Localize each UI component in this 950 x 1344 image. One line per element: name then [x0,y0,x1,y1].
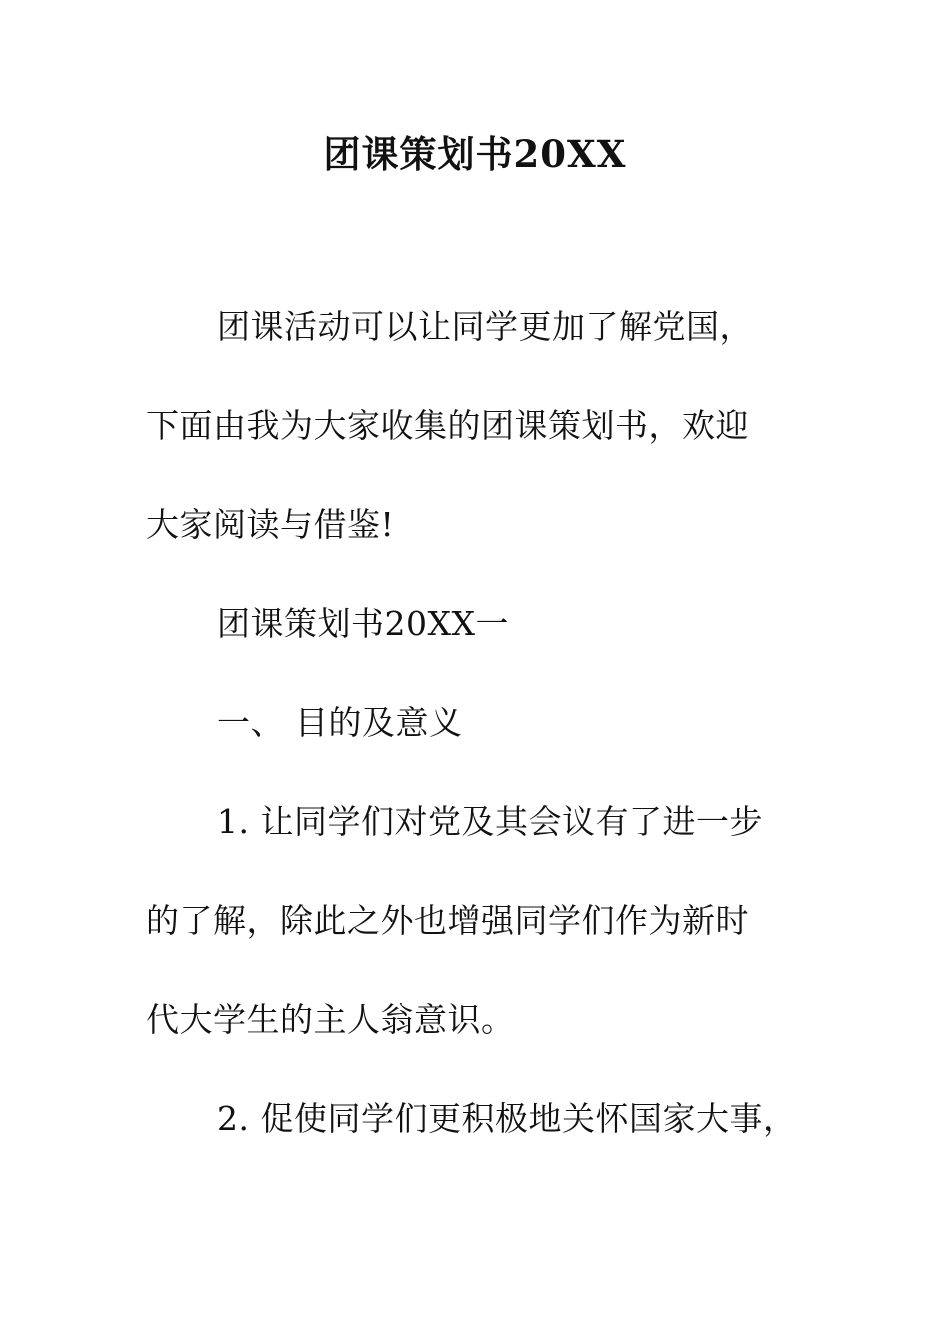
paragraph-intro-line-2: 下面由我为大家收集的团课策划书，欢迎 [146,406,749,445]
section-heading: 团课策划书20XX一 [217,604,509,643]
subsection-heading-purpose: 一、 目的及意义 [217,703,463,742]
list-item-2-line-1: 2. 促使同学们更积极地关怀国家大事， [217,1099,797,1138]
document-title: 团课策划书20XX [323,132,627,176]
list-item-1-line-2: 的了解，除此之外也增强同学们作为新时 [146,901,749,940]
list-item-1-line-1: 1. 让同学们对党及其会议有了进一步 [217,802,763,841]
list-item-1-line-3: 代大学生的主人翁意识。 [146,1000,515,1039]
paragraph-intro-line-3: 大家阅读与借鉴! [146,505,395,544]
paragraph-intro-line-1: 团课活动可以让同学更加了解党国， [217,307,753,346]
